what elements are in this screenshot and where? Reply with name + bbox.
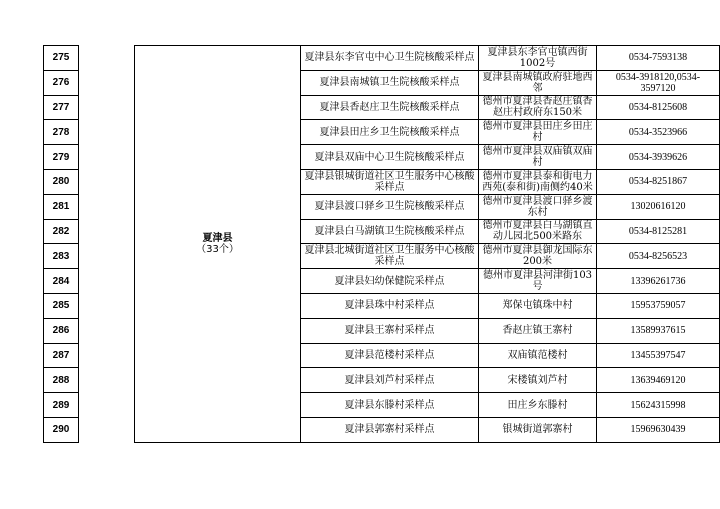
site-address: 夏津县南城镇政府驻地西邻 — [479, 70, 597, 95]
spacer-cell — [79, 269, 135, 294]
site-name: 夏津县银城街道社区卫生服务中心核酸采样点 — [301, 169, 479, 194]
spacer-cell — [79, 293, 135, 318]
spacer-cell — [79, 145, 135, 170]
site-name: 夏津县刘芦村采样点 — [301, 368, 479, 393]
site-phone: 0534-3939626 — [597, 145, 720, 170]
site-address: 宋楼镇刘芦村 — [479, 368, 597, 393]
site-name: 夏津县王寨村采样点 — [301, 318, 479, 343]
site-phone: 0534-8125281 — [597, 219, 720, 244]
row-number: 278 — [44, 120, 79, 145]
row-number: 287 — [44, 343, 79, 368]
spacer-cell — [79, 194, 135, 219]
site-name: 夏津县范楼村采样点 — [301, 343, 479, 368]
site-name: 夏津县珠中村采样点 — [301, 293, 479, 318]
site-name: 夏津县香赵庄卫生院核酸采样点 — [301, 95, 479, 120]
row-number: 276 — [44, 70, 79, 95]
site-address: 德州市夏津县渡口驿乡渡东村 — [479, 194, 597, 219]
site-phone: 15969630439 — [597, 417, 720, 442]
row-number: 277 — [44, 95, 79, 120]
spacer-cell — [79, 343, 135, 368]
site-address: 夏津县东李官屯镇西街1002号 — [479, 46, 597, 71]
row-number: 289 — [44, 393, 79, 418]
table-row — [44, 46, 720, 71]
spacer-cell — [79, 417, 135, 442]
site-name: 夏津县双庙中心卫生院核酸采样点 — [301, 145, 479, 170]
site-phone: 13639469120 — [597, 368, 720, 393]
site-name: 夏津县田庄乡卫生院核酸采样点 — [301, 120, 479, 145]
site-address: 银城街道郭寨村 — [479, 417, 597, 442]
site-phone: 0534-3918120,0534-3597120 — [597, 70, 720, 95]
row-number: 288 — [44, 368, 79, 393]
table-body — [44, 46, 720, 443]
sampling-sites-table — [43, 45, 720, 443]
row-number: 290 — [44, 417, 79, 442]
site-name: 夏津县渡口驿乡卫生院核酸采样点 — [301, 194, 479, 219]
spacer-cell — [79, 120, 135, 145]
row-number: 279 — [44, 145, 79, 170]
site-name: 夏津县南城镇卫生院核酸采样点 — [301, 70, 479, 95]
site-phone: 0534-7593138 — [597, 46, 720, 71]
site-phone: 0534-8125608 — [597, 95, 720, 120]
site-name: 夏津县北城街道社区卫生服务中心核酸采样点 — [301, 244, 479, 269]
site-address: 德州市夏津县双庙镇双庙村 — [479, 145, 597, 170]
spacer-cell — [79, 169, 135, 194]
site-address: 郑保屯镇珠中村 — [479, 293, 597, 318]
spacer-cell — [79, 95, 135, 120]
site-phone: 13455397547 — [597, 343, 720, 368]
row-number: 283 — [44, 244, 79, 269]
spacer-cell — [79, 219, 135, 244]
site-phone: 0534-8251867 — [597, 169, 720, 194]
county-count: （33个） — [196, 243, 239, 255]
site-name: 夏津县东李官屯中心卫生院核酸采样点 — [301, 46, 479, 71]
site-phone: 13020616120 — [597, 194, 720, 219]
site-address: 田庄乡东滕村 — [479, 393, 597, 418]
site-phone: 15953759057 — [597, 293, 720, 318]
row-number: 286 — [44, 318, 79, 343]
spacer-cell — [79, 368, 135, 393]
spacer-cell — [79, 70, 135, 95]
row-number: 275 — [44, 46, 79, 71]
row-number: 281 — [44, 194, 79, 219]
row-number: 282 — [44, 219, 79, 244]
site-name: 夏津县郭寨村采样点 — [301, 417, 479, 442]
site-address: 德州市夏津县白马湖镇直动儿园北500米路东 — [479, 219, 597, 244]
row-number: 284 — [44, 269, 79, 294]
site-phone: 0534-8256523 — [597, 244, 720, 269]
row-number: 280 — [44, 169, 79, 194]
site-phone: 13396261736 — [597, 269, 720, 294]
spacer-cell — [79, 393, 135, 418]
site-phone: 0534-3523966 — [597, 120, 720, 145]
site-phone: 15624315998 — [597, 393, 720, 418]
site-address: 香赵庄镇王寨村 — [479, 318, 597, 343]
county-name: 夏津县 — [202, 232, 233, 244]
site-address: 双庙镇范楼村 — [479, 343, 597, 368]
site-address: 德州市夏津县香赵庄镇香赵庄村政府东150米 — [479, 95, 597, 120]
site-name: 夏津县白马湖镇卫生院核酸采样点 — [301, 219, 479, 244]
county-cell — [135, 46, 301, 443]
site-name: 夏津县妇幼保健院采样点 — [301, 269, 479, 294]
site-address: 德州市夏津县田庄乡田庄村 — [479, 120, 597, 145]
row-number: 285 — [44, 293, 79, 318]
site-phone: 13589937615 — [597, 318, 720, 343]
spacer-cell — [79, 244, 135, 269]
site-address: 德州市夏津县御龙国际东200米 — [479, 244, 597, 269]
spacer-cell — [79, 318, 135, 343]
spacer-cell — [79, 46, 135, 71]
site-address: 德州市夏津县河津街103号 — [479, 269, 597, 294]
site-address: 德州市夏津县泰和街电力西苑(泰和街)南侧约40米 — [479, 169, 597, 194]
site-name: 夏津县东滕村采样点 — [301, 393, 479, 418]
